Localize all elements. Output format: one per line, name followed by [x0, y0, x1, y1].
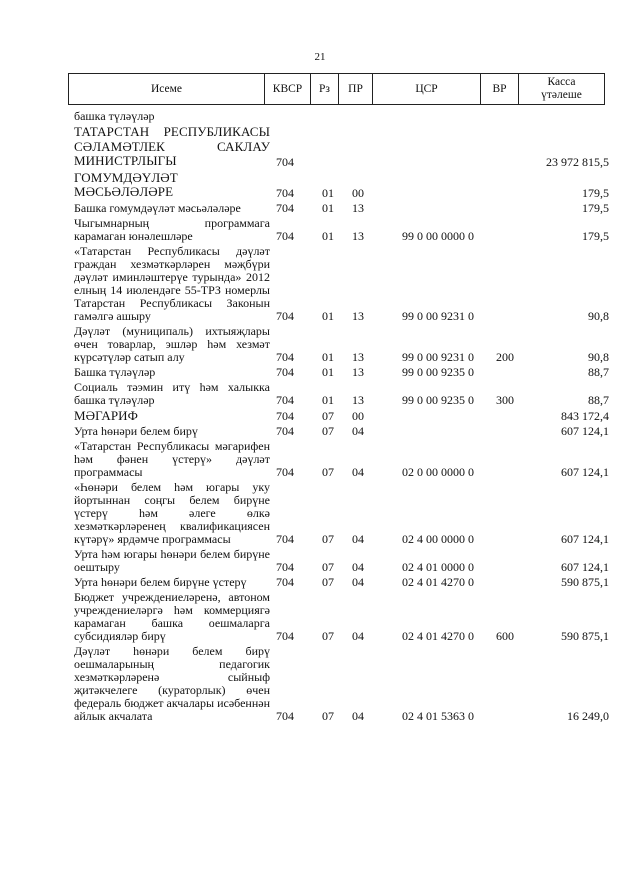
table-row	[74, 325, 609, 364]
row-kvsr: 704	[276, 560, 294, 574]
row-rz: 07	[322, 709, 334, 723]
row-pr: 04	[352, 532, 364, 546]
table-row	[74, 425, 609, 438]
row-rz: 01	[322, 185, 334, 200]
row-rz: 07	[322, 532, 334, 546]
row-name: Социаль тәэмин итү һәм халыкка башка түләүләр	[74, 379, 270, 407]
row-kvsr: 704	[276, 532, 294, 546]
table-row	[74, 576, 609, 589]
row-name: «Татарстан Республикасы мәгарифен һәм фәнен үстерү» дәүләт программасы	[74, 439, 270, 479]
row-sum: 843 172,4	[561, 409, 609, 423]
row-rz: 07	[322, 575, 334, 589]
column-header-rz: Рз	[311, 74, 339, 105]
row-csr: 99 0 00 0000 0	[402, 228, 474, 243]
row-kvsr: 704	[276, 629, 294, 643]
row-kvsr: 704	[276, 465, 294, 479]
row-pr: 04	[352, 560, 364, 574]
row-kvsr: 704	[276, 364, 294, 379]
row-kvsr: 704	[276, 409, 294, 423]
row-sum: 179,5	[582, 228, 609, 243]
row-name: ТАТАРСТАН РЕСПУБЛИКАСЫ СӘЛАМӘТЛЕК САКЛАУ МИНИСТРЛЫГЫ	[74, 124, 270, 168]
row-name: Дәүләт һөнәри белем бирү оешмаларының педагогик хезмәткәрләренә сыйныф җитәкчелеге (кураторлык) өчен федераль бюджет акчалары исәбеннән айлык акчалата	[74, 644, 271, 723]
row-rz: 01	[322, 308, 334, 323]
column-header-sum: Касса үтәлеше	[519, 74, 605, 105]
row-sum: 179,5	[582, 185, 609, 200]
row-csr: 02 4 01 0000 0	[402, 560, 474, 574]
column-header-vr: ВР	[481, 74, 519, 105]
row-kvsr: 704	[276, 200, 294, 215]
row-pr: 04	[352, 465, 364, 479]
row-kvsr: 704	[276, 228, 294, 243]
row-rz: 01	[322, 200, 334, 215]
row-pr: 04	[352, 709, 364, 723]
row-rz: 01	[322, 349, 334, 364]
row-csr: 02 4 00 0000 0	[402, 532, 474, 546]
row-sum: 88,7	[588, 364, 609, 379]
column-header-kvsr: КВСР	[265, 74, 311, 105]
row-sum: 607 124,1	[561, 560, 609, 574]
page-number: 21	[314, 51, 326, 63]
table-row	[74, 591, 609, 643]
table-row	[74, 548, 609, 574]
row-name: Урта һөнәри белем бирүне үстерү	[74, 575, 247, 589]
row-rz: 01	[322, 392, 334, 407]
row-csr: 99 0 00 9235 0	[402, 392, 474, 407]
row-sum: 607 124,1	[561, 532, 609, 546]
column-header-pr: ПР	[339, 74, 373, 105]
row-pr: 04	[352, 424, 364, 438]
budget-table-header	[68, 73, 605, 105]
row-vr: 600	[496, 629, 514, 643]
row-pr: 04	[352, 629, 364, 643]
row-name: Чыгымнарның программага карамаган юнәлешләре	[74, 215, 270, 243]
row-kvsr: 704	[276, 308, 294, 323]
row-name: Урта һөнәри белем бирү	[74, 424, 198, 438]
row-csr: 02 4 01 5363 0	[402, 709, 474, 723]
table-row	[74, 202, 609, 215]
table-row	[74, 481, 609, 546]
table-row	[74, 125, 609, 169]
row-sum: 90,8	[588, 349, 609, 364]
row-name: «Татарстан Республикасы дәүләт граждан хезмәткәрләрен мәҗбүри дәүләт иминләштерүе турында» 2012 елның 14 июлендәге 55-ТРЗ номерлы Татарстан Республикасы Законын гамәлгә ашыру	[74, 243, 270, 323]
table-row	[74, 440, 609, 479]
row-csr: 99 0 00 9235 0	[402, 364, 474, 379]
row-sum: 590 875,1	[561, 575, 609, 589]
row-name: ГОМУМДӘҮЛӘТ МӘСЬӘЛӘЛӘРЕ	[74, 169, 178, 199]
row-sum: 23 972 815,5	[546, 154, 609, 169]
row-pr: 13	[352, 392, 364, 407]
row-pr: 04	[352, 575, 364, 589]
row-pr: 13	[352, 349, 364, 364]
row-csr: 02 0 00 0000 0	[402, 465, 474, 479]
row-pr: 00	[352, 409, 364, 423]
row-rz: 07	[322, 424, 334, 438]
row-sum: 88,7	[588, 392, 609, 407]
table-row	[74, 409, 609, 424]
table-row	[74, 645, 609, 723]
row-pr: 13	[352, 228, 364, 243]
column-header-csr: ЦСР	[373, 74, 481, 105]
row-kvsr: 704	[276, 709, 294, 723]
row-name: Башка түләүләр	[74, 364, 156, 379]
row-rz: 07	[322, 465, 334, 479]
row-kvsr: 704	[276, 154, 294, 169]
row-rz: 01	[322, 364, 334, 379]
row-kvsr: 704	[276, 349, 294, 364]
row-sum: 607 124,1	[561, 465, 609, 479]
row-name: МӘГАРИФ	[74, 407, 139, 423]
row-pr: 13	[352, 308, 364, 323]
row-csr: 02 4 01 4270 0	[402, 575, 474, 589]
row-csr: 99 0 00 9231 0	[402, 349, 474, 364]
row-sum: 590 875,1	[561, 629, 609, 643]
row-sum: 16 249,0	[567, 709, 609, 723]
row-vr: 300	[496, 392, 514, 407]
row-name: Дәүләт (муниципаль) ихтыяҗлары өчен товарлар, эшләр һәм хезмәт күрсәтүләр сатып алу	[74, 323, 270, 364]
row-kvsr: 704	[276, 424, 294, 438]
table-row	[74, 110, 609, 123]
row-pr: 13	[352, 364, 364, 379]
row-csr: 99 0 00 9231 0	[402, 308, 474, 323]
table-row	[74, 171, 609, 200]
column-header-name: Исеме	[69, 74, 265, 105]
row-rz: 07	[322, 560, 334, 574]
row-vr: 200	[496, 349, 514, 364]
row-kvsr: 704	[276, 392, 294, 407]
row-rz: 07	[322, 409, 334, 423]
row-name: «Һөнәри белем һәм югары уку йортыннан соңгы белем бирүне үстерү һәм әлеге өлкә хезмәткәрләренең квалификациясен күтәрү» ярдәмче программасы	[74, 480, 270, 546]
row-name: Башка гомумдәүләт мәсьәләләре	[74, 200, 241, 215]
row-sum: 607 124,1	[561, 424, 609, 438]
row-csr: 02 4 01 4270 0	[402, 629, 474, 643]
table-row	[74, 217, 609, 243]
budget-table-body	[74, 110, 609, 725]
table-row	[74, 381, 609, 407]
row-name: башка түләүләр	[74, 109, 155, 123]
row-pr: 00	[352, 185, 364, 200]
row-rz: 07	[322, 629, 334, 643]
row-kvsr: 704	[276, 575, 294, 589]
row-pr: 13	[352, 200, 364, 215]
table-row	[74, 245, 609, 323]
row-sum: 179,5	[582, 200, 609, 215]
table-row	[74, 366, 609, 379]
row-name: Урта һәм югары һөнәри белем бирүне оештыру	[74, 547, 270, 574]
row-name: Бюджет учреждениеләренә, автоном учреждениеләргә һәм коммерциягә карамаган башка оешмаларга субсидияләр бирү	[74, 590, 270, 643]
row-sum: 90,8	[588, 308, 609, 323]
row-rz: 01	[322, 228, 334, 243]
row-kvsr: 704	[276, 185, 294, 200]
